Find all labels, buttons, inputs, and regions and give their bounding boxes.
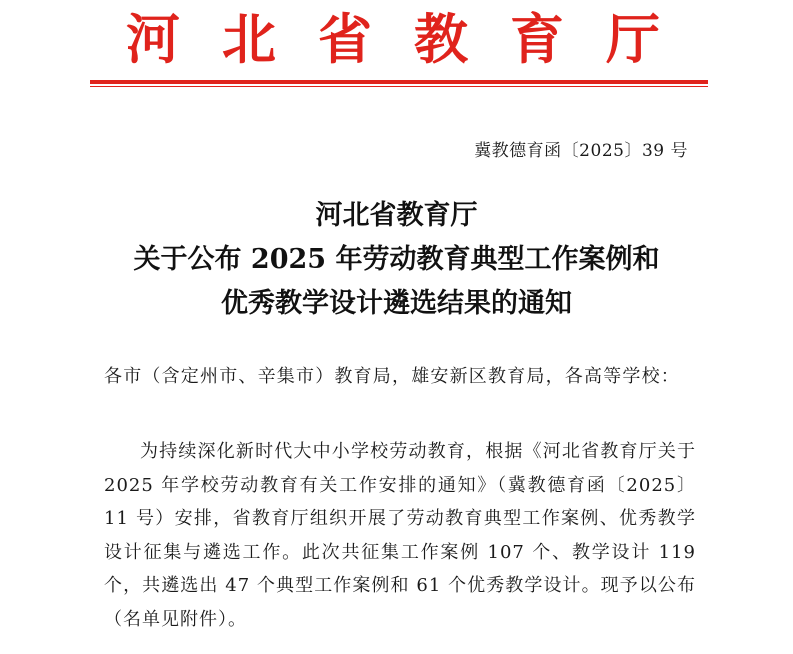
masthead-char: 河 bbox=[126, 7, 180, 71]
masthead-char: 教 bbox=[414, 7, 468, 71]
masthead-divider-thick bbox=[90, 80, 708, 84]
masthead-divider-thin bbox=[90, 86, 708, 87]
masthead-char: 省 bbox=[318, 7, 372, 71]
masthead-title bbox=[90, 6, 706, 72]
body-paragraph: 为持续深化新时代大中小学校劳动教育，根据《河北省教育厅关于 2025 年学校劳动教育有关工作安排的通知》（冀教德育函〔2025〕11 号）安排，省教育厅组织开展了劳动教育典型工作案例、优秀教学设计征集与遴选工作。此次共征集工作案例 107 个、教学设计 119 个，共遴选出 47 个典型工作案例和 61 个优秀教学设计。现予以公布（名单见附件）。 bbox=[104, 441, 696, 630]
masthead-char: 北 bbox=[222, 7, 276, 71]
document-title bbox=[0, 194, 793, 326]
masthead-char: 厅 bbox=[606, 7, 660, 71]
document-number: 冀教德育函〔2025〕39 号 bbox=[474, 141, 688, 161]
title-line: 优秀教学设计遴选结果的通知 bbox=[221, 288, 572, 319]
salutation: 各市（含定州市、辛集市）教育局，雄安新区教育局，各高等学校： bbox=[104, 366, 680, 387]
title-line: 关于公布 2025 年劳动教育典型工作案例和 bbox=[133, 244, 660, 275]
masthead-char: 育 bbox=[510, 7, 564, 71]
title-line: 河北省教育厅 bbox=[315, 200, 478, 231]
